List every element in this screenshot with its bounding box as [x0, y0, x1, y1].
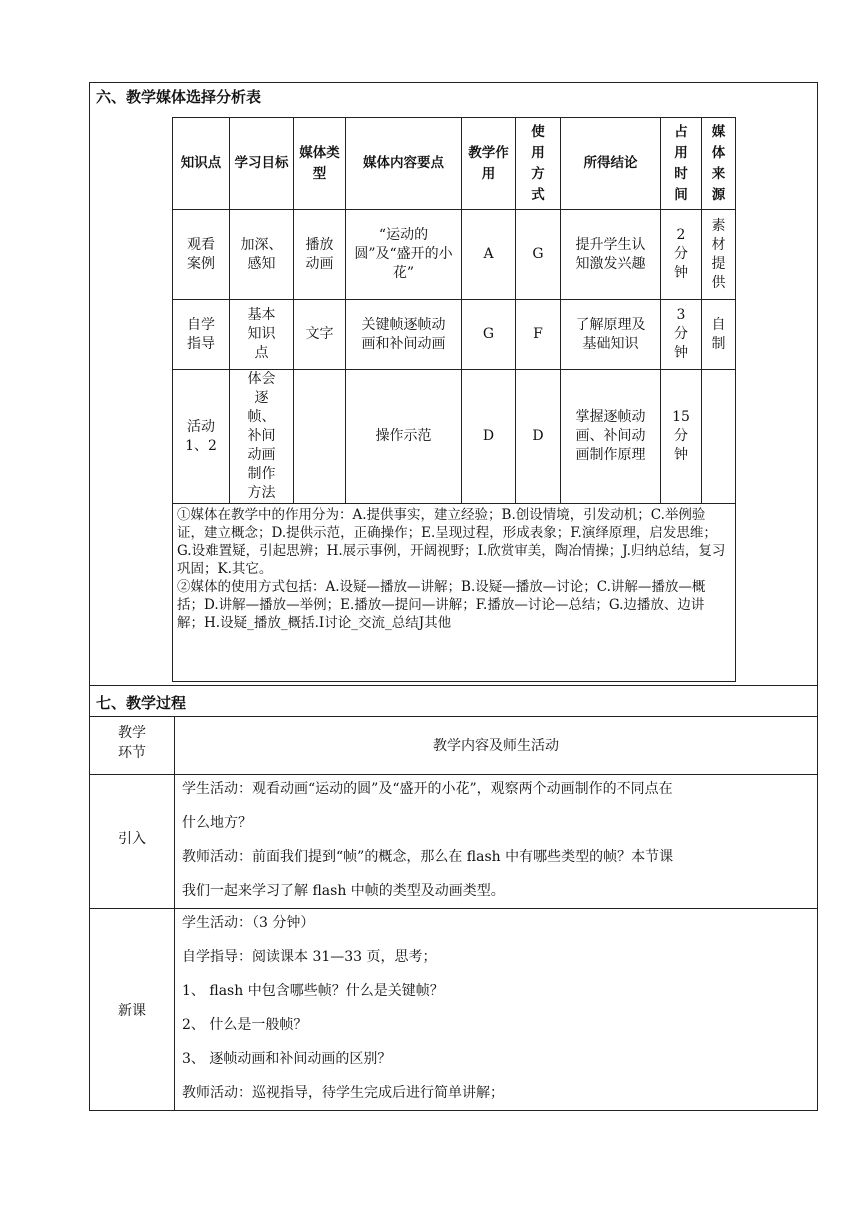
cell-time: 15分钟: [661, 370, 702, 504]
cell-content: 关键帧逐帧动画和补间动画: [346, 300, 462, 370]
cell-knowledge: 观看案例: [173, 210, 230, 300]
cell-conclusion: 了解原理及基础知识: [561, 300, 661, 370]
intro-line: 我们一起来学习了解 flash 中帧的类型及动画类型。: [182, 883, 505, 899]
new-line: 1、 flash 中包含哪些帧？什么是关键帧？: [182, 983, 444, 999]
cell-conclusion: 提升学生认知激发兴趣: [561, 210, 661, 300]
new-content: [182, 906, 812, 1110]
note-roles: ①媒体在教学中的作用分为：A.提供事实，建立经验；B.创设情境，引发动机；C.举例验证，建立概念；D.提供示范，正确操作；E.呈现过程，形成表象；F.演绎原理，启发思维；G.设难置疑，引起思辨；H.展示事例，开阔视野；I.欣赏审美，陶冶情操；J.归纳总结，复习巩固；K.其它。: [177, 507, 726, 577]
cell-conclusion: 掌握逐帧动画、补间动画制作原理: [561, 370, 661, 504]
cell-goal: 基本知识点: [230, 300, 294, 370]
cell-media-type: [294, 370, 346, 504]
cell-knowledge: 自学指导: [173, 300, 230, 370]
header-stage: 教学环节: [118, 725, 146, 761]
cell-media-type: 播放动画: [294, 210, 346, 300]
header-role: 教学作用: [462, 118, 516, 210]
table-row: [173, 300, 736, 370]
intro-line: 学生活动：观看动画“运动的圆”及“盛开的小花”，观察两个动画制作的不同点在: [182, 781, 673, 797]
header-source: 媒体来源: [702, 118, 736, 210]
cell-content: 操作示范: [346, 370, 462, 504]
cell-source: 自制: [702, 300, 736, 370]
cell-goal: 加深、感知: [230, 210, 294, 300]
cell-role: D: [462, 370, 516, 504]
header-content: 媒体内容要点: [346, 118, 462, 210]
new-line: 3、 逐帧动画和补间动画的区别？: [182, 1051, 392, 1067]
notes-row: [173, 504, 736, 682]
header-goal: 学习目标: [230, 118, 294, 210]
cell-source: [702, 370, 736, 504]
divider: [90, 685, 817, 686]
media-table-header: [173, 118, 736, 210]
header-knowledge: 知识点: [173, 118, 230, 210]
cell-time: 3分钟: [661, 300, 702, 370]
header-usage: 使用方式: [516, 118, 561, 210]
media-notes: [173, 504, 736, 682]
divider: [90, 716, 817, 717]
intro-line: 什么地方？: [182, 815, 252, 831]
new-line: 教师活动：巡视指导，待学生完成后进行简单讲解；: [182, 1085, 504, 1101]
cell-content: “运动的圆”及“盛开的小花”: [346, 210, 462, 300]
header-time: 占用时间: [661, 118, 702, 210]
note-usage: ②媒体的使用方式包括：A.设疑—播放—讲解；B.设疑—播放—讨论；C.讲解—播放—概括；D.讲解—播放—举例；E.播放—提问—讲解；F.播放—讨论—总结；G.边播放、边讲解；H.设疑_播放_概括.I讨论_交流_总结J其他: [177, 579, 706, 631]
lesson-plan-table: [89, 82, 818, 1111]
new-line: 学生活动：（3 分钟）: [182, 915, 315, 931]
cell-time: 2分钟: [661, 210, 702, 300]
cell-role: G: [462, 300, 516, 370]
intro-line: 教师活动：前面我们提到“帧”的概念，那么在 flash 中有哪些类型的帧？本节课: [182, 849, 674, 865]
cell-usage: F: [516, 300, 561, 370]
header-conclusion: 所得结论: [561, 118, 661, 210]
media-analysis-table: [172, 117, 736, 682]
cell-role: A: [462, 210, 516, 300]
cell-usage: G: [516, 210, 561, 300]
section7-title: 七、教学过程: [96, 694, 187, 712]
header-media-type: 媒体类型: [294, 118, 346, 210]
cell-usage: D: [516, 370, 561, 504]
header-activities: 教学内容及师生活动: [433, 738, 559, 754]
cell-goal: 体会逐帧、补间动画制作方法: [230, 370, 294, 504]
new-line: 自学指导：阅读课本 31—33 页，思考；: [182, 949, 437, 965]
intro-content: [182, 772, 812, 908]
stage-intro: 引入: [118, 831, 146, 847]
new-line: 2、 什么是一般帧？: [182, 1017, 308, 1033]
cell-media-type: 文字: [294, 300, 346, 370]
cell-knowledge: 活动1、2: [173, 370, 230, 504]
section6-title: 六、教学媒体选择分析表: [96, 88, 262, 106]
cell-source: 素材提供: [702, 210, 736, 300]
table-row: [173, 210, 736, 300]
column-divider: [174, 716, 175, 1111]
table-row: [173, 370, 736, 504]
stage-new: 新课: [118, 1003, 146, 1019]
